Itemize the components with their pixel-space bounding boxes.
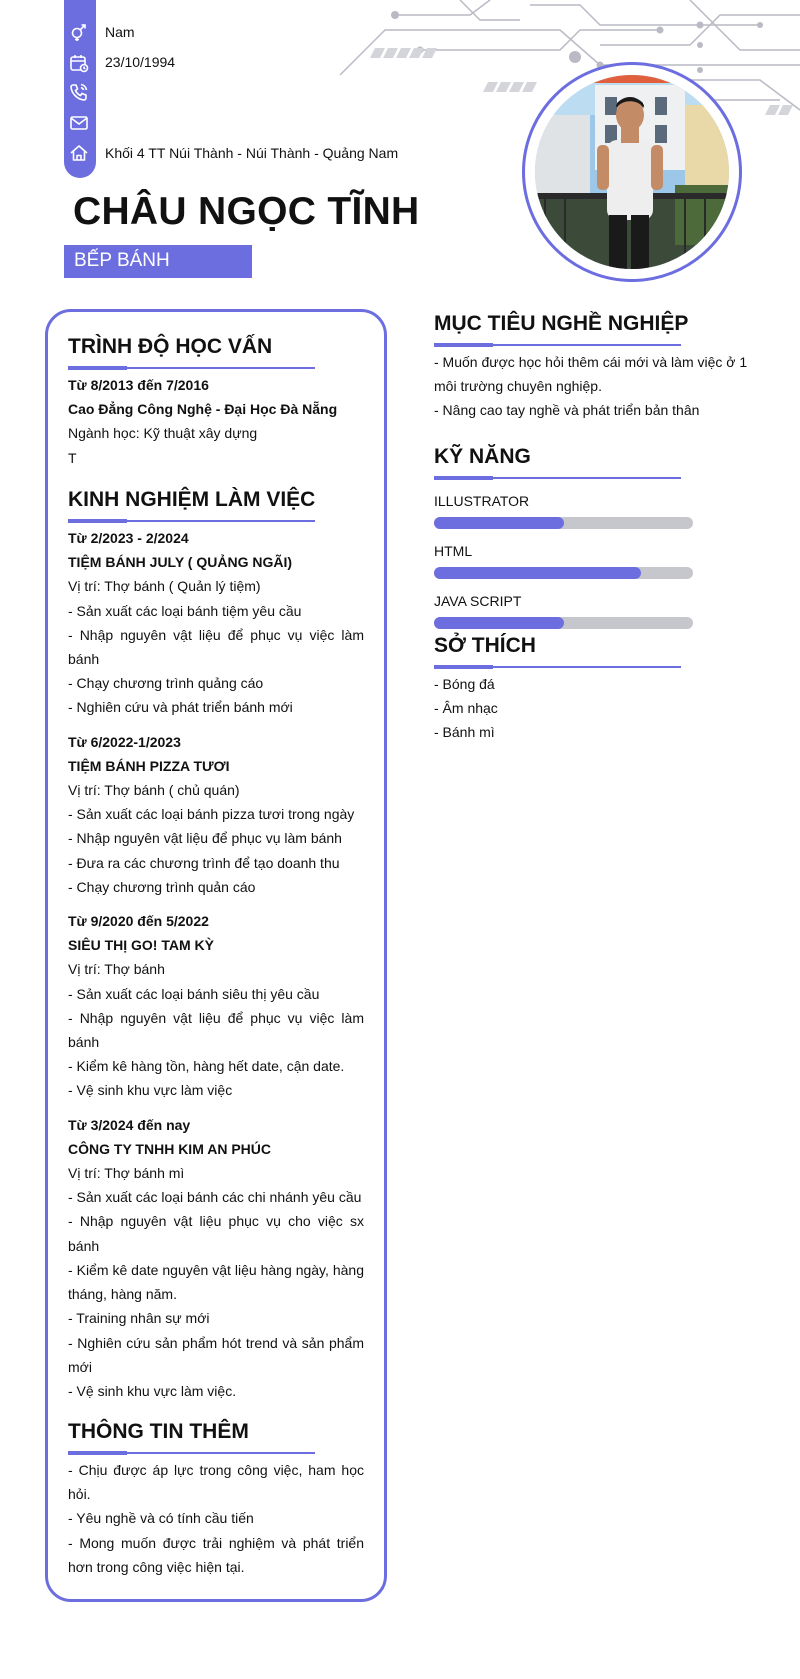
gender-icon [68, 21, 90, 43]
objective-line: - Nâng cao tay nghề và phát triển bản thân [434, 402, 700, 419]
skill-name: HTML [434, 543, 473, 559]
experience-title: KINH NGHIỆM LÀM VIỆC [68, 488, 316, 511]
birthday-text: 23/10/1994 [105, 54, 176, 70]
skill-bar-fill [434, 617, 564, 629]
hobby-item: - Bánh mì [434, 724, 495, 741]
hobbies-title: SỞ THÍCH [434, 634, 536, 657]
objective-line: môi trường chuyên nghiệp. [434, 378, 602, 395]
gender-text: Nam [105, 24, 135, 40]
job-line: - Sản xuất các loại bánh tiệm yêu cầu [68, 602, 302, 619]
job-period: Từ 2/2023 - 2/2024 [68, 530, 189, 546]
job-line: bánh [68, 1034, 100, 1051]
hobby-item: - Bóng đá [434, 676, 495, 692]
job-line: - Đưa ra các chương trình để tạo doanh thu [68, 854, 340, 871]
job-line: - Sản xuất các loại bánh các chi nhánh yêu cầu [68, 1189, 362, 1206]
education-period: Từ 8/2013 đến 7/2016 [68, 377, 209, 393]
job-line: - Nhập nguyên vật liệu để phục vụ việc làm [68, 1009, 364, 1026]
job-title: BẾP BÁNH [74, 250, 170, 271]
job-line: mới [68, 1358, 92, 1375]
job-company: SIÊU THỊ GO! TAM KỲ [68, 937, 214, 954]
job-line: - Vệ sinh khu vực làm việc. [68, 1382, 237, 1399]
additional-title: THÔNG TIN THÊM [68, 1420, 249, 1443]
objective-section [434, 310, 764, 423]
job-period: Từ 3/2024 đến nay [68, 1116, 191, 1133]
job-line: Vị trí: Thợ bánh [68, 961, 165, 978]
address-text: Khối 4 TT Núi Thành - Núi Thành - Quảng Nam [105, 145, 399, 161]
skill-item [434, 541, 764, 579]
education-school: Cao Đẳng Công Nghệ - Đại Học Đà Nẵng [68, 401, 338, 418]
job-line: Vị trí: Thợ bánh mì [68, 1165, 185, 1182]
skill-item [434, 591, 764, 629]
job-title-box [64, 245, 252, 278]
phone-icon [68, 81, 90, 103]
section-divider [434, 477, 681, 479]
job-line: - Training nhân sự mới [68, 1310, 210, 1327]
job-line: Vị trí: Thợ bánh ( chủ quán) [68, 782, 240, 799]
skills-section [434, 443, 764, 629]
education-note: T [68, 449, 77, 466]
job-line: bánh [68, 651, 100, 668]
additional-line: - Chịu được áp lực trong công việc, ham học [68, 1462, 364, 1478]
additional-line: - Yêu nghề và có tính cầu tiến [68, 1510, 254, 1527]
section-divider [68, 367, 315, 369]
job-line: - Nhập nguyên vật liệu phục vụ cho việc sx [68, 1213, 364, 1230]
job-entry [68, 526, 364, 720]
objective-line: - Muốn được học hỏi thêm cái mới và làm việc ở 1 [434, 354, 748, 370]
experience-section [68, 486, 364, 1403]
job-line: - Chạy chương trình quản cáo [68, 878, 256, 895]
job-entry [68, 1113, 364, 1403]
job-line: - Nghiên cứu và phát triển bánh mới [68, 699, 293, 716]
job-line: - Chạy chương trình quảng cáo [68, 675, 264, 692]
skill-bar-fill [434, 517, 564, 529]
education-major: Ngành học: Kỹ thuật xây dựng [68, 425, 258, 442]
skill-item [434, 491, 764, 529]
skill-bar-track [434, 567, 693, 579]
mail-icon [68, 112, 90, 134]
job-company: CÔNG TY TNHH KIM AN PHÚC [68, 1140, 271, 1157]
skill-name: JAVA SCRIPT [434, 593, 522, 609]
job-line: - Sản xuất các loại bánh pizza tươi trong ngày [68, 806, 355, 823]
job-entry [68, 909, 364, 1103]
job-company: TIỆM BÁNH PIZZA TƯƠI [68, 757, 230, 774]
job-line: - Nghiên cứu sản phẩm hót trend và sản phẩm [68, 1334, 364, 1351]
education-title: TRÌNH ĐỘ HỌC VẤN [68, 335, 273, 358]
skill-bar-track [434, 617, 693, 629]
job-period: Từ 9/2020 đến 5/2022 [68, 913, 209, 930]
section-divider [434, 344, 681, 346]
objective-title: MỤC TIÊU NGHỀ NGHIỆP [434, 312, 689, 335]
skill-name: ILLUSTRATOR [434, 493, 530, 509]
job-line: - Kiểm kê hàng tồn, hàng hết date, cận date. [68, 1058, 345, 1075]
job-line: Vị trí: Thợ bánh ( Quản lý tiệm) [68, 578, 261, 595]
job-line: tháng, hàng năm. [68, 1286, 177, 1303]
home-icon [68, 142, 90, 164]
section-divider [68, 1452, 315, 1454]
skill-bar-fill [434, 567, 641, 579]
job-line: - Vệ sinh khu vực làm việc [68, 1082, 233, 1099]
calendar-icon [68, 52, 90, 74]
job-line: - Kiểm kê date nguyên vật liệu hàng ngày, hàng [68, 1261, 364, 1278]
job-period: Từ 6/2022-1/2023 [68, 733, 181, 750]
hobbies-section [434, 632, 764, 745]
additional-line: - Mong muốn được trải nghiệm và phát triển [68, 1534, 364, 1551]
avatar [535, 75, 729, 269]
hobby-item: - Âm nhạc [434, 700, 498, 717]
additional-section [68, 1418, 364, 1579]
skills-title: KỸ NĂNG [434, 445, 531, 468]
job-company: TIỆM BÁNH JULY ( QUẢNG NGÃI) [68, 554, 293, 571]
section-divider [68, 520, 315, 522]
job-line: - Nhập nguyên vật liệu để phục vụ việc làm [68, 626, 364, 643]
additional-line: hỏi. [68, 1486, 91, 1503]
job-line: - Sản xuất các loại bánh siêu thị yêu cầu [68, 985, 320, 1002]
job-line: bánh [68, 1237, 100, 1254]
job-line: - Nhập nguyên vật liệu để phục vụ làm bánh [68, 830, 342, 847]
profile-name: CHÂU NGỌC TĨNH [73, 190, 420, 233]
job-entry [68, 730, 364, 899]
skill-bar-track [434, 517, 693, 529]
education-section [68, 333, 364, 470]
additional-line: hơn trong công việc hiện tại. [68, 1558, 245, 1575]
section-divider [434, 666, 681, 668]
